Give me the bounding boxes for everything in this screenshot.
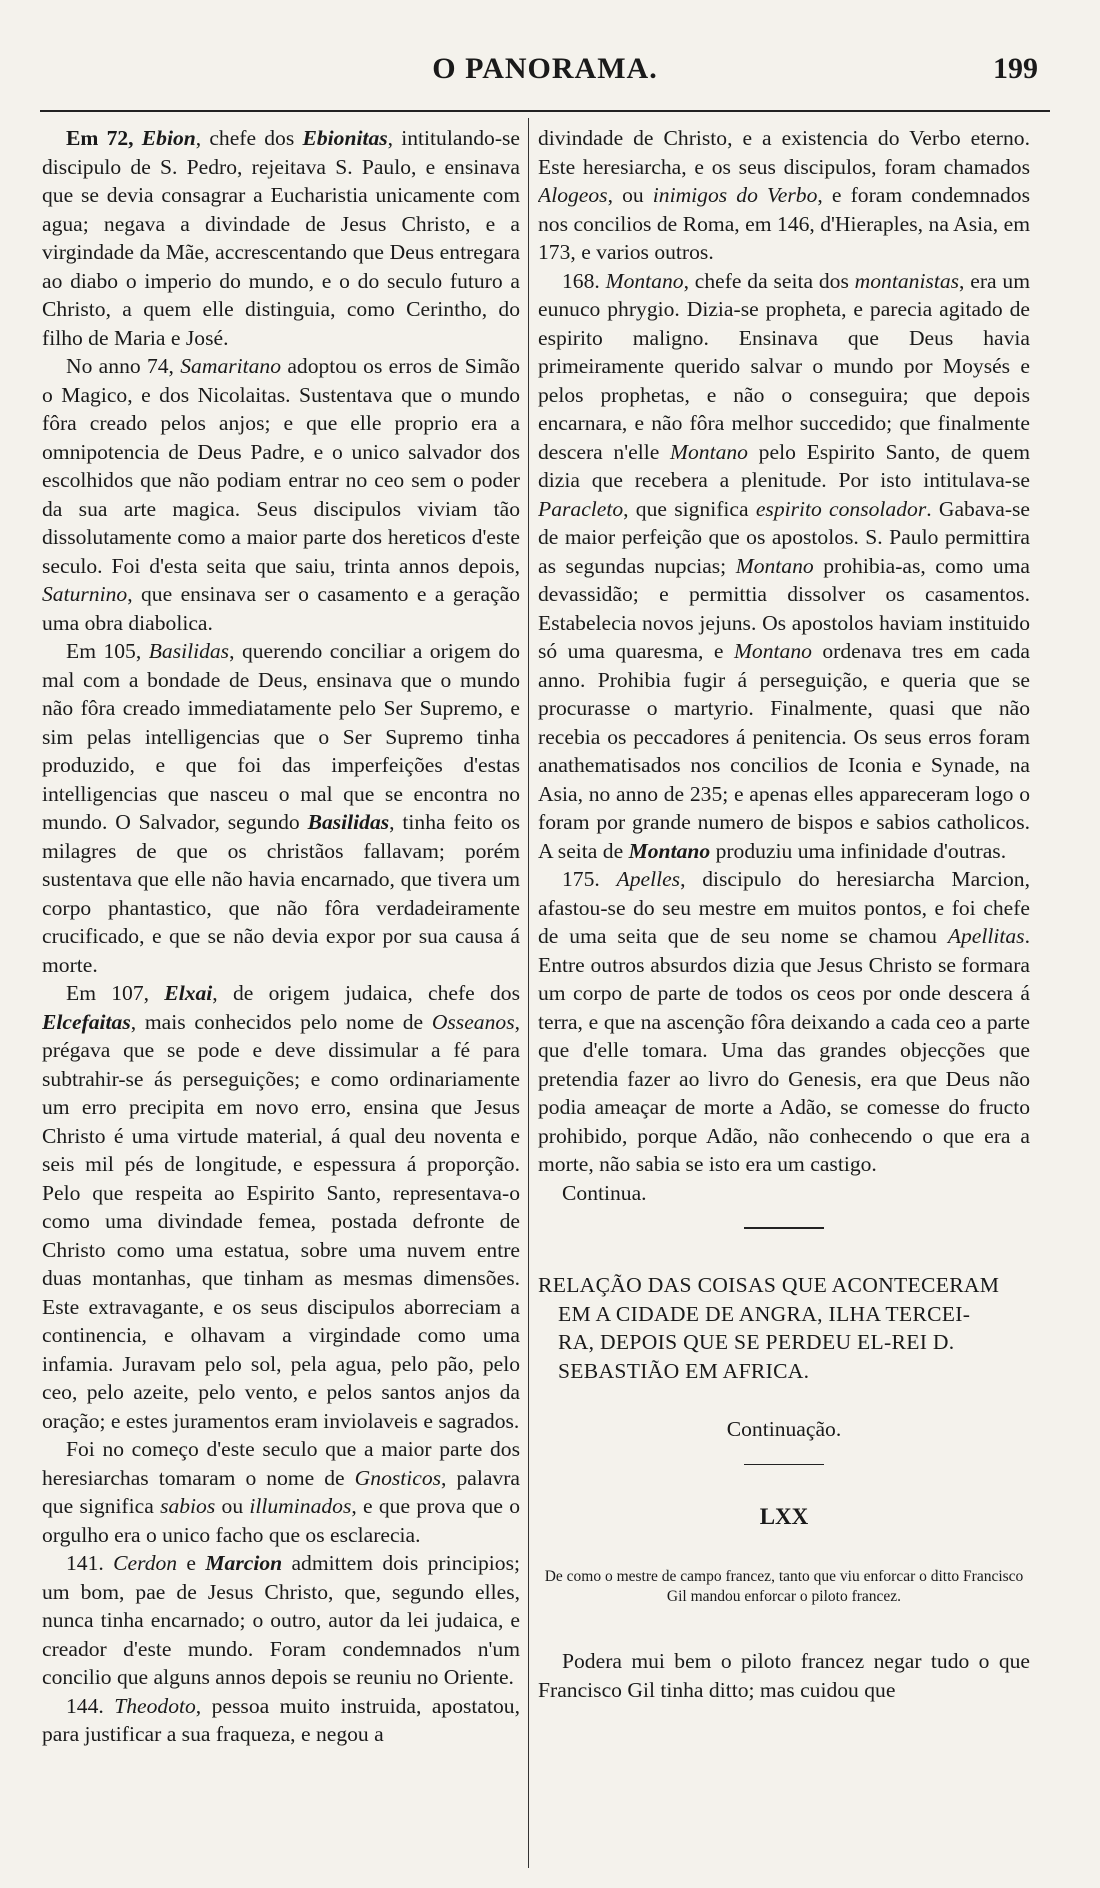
text-run: 141. bbox=[66, 1551, 114, 1575]
text-run: , pessoa muito instruida, apostatou, para justificar a sua fraqueza, e negou a bbox=[42, 1693, 520, 1746]
section-title bbox=[538, 1271, 1030, 1385]
left-column bbox=[42, 124, 520, 1864]
article-paragraph bbox=[42, 352, 520, 637]
text-run: , ou bbox=[607, 183, 653, 207]
article-paragraph bbox=[538, 865, 1030, 1179]
text-run: adoptou os erros de Simão o Magico, e dos Nicolaitas. Sustentava que o mundo fôra creado pelos anjos; e que elle proprio era a omnipotencia de Deus Padre, e o unico salvador dos escolhidos que não podiam entrar no ceo sem o poder da sua arte magica. Seus discipulos viviam tão dissolutamente como a maior parte dos hereticos d'este seculo. Foi d'esta seita que saiu, trinta annos depois, bbox=[42, 354, 520, 578]
emphasized-text: Gnosticos bbox=[354, 1465, 442, 1490]
emphasized-text: Ebion bbox=[141, 126, 196, 150]
emphasized-text: Montano bbox=[733, 639, 812, 663]
right-column bbox=[538, 124, 1030, 1864]
article-paragraph bbox=[42, 1549, 520, 1692]
text-run: , e que prova que o orgulho era o unico facho que os esclarecia. bbox=[42, 1494, 520, 1547]
section-separator bbox=[744, 1227, 824, 1229]
emphasized-text: Basilidas bbox=[148, 639, 230, 663]
article-paragraph bbox=[538, 267, 1030, 866]
column-divider bbox=[528, 118, 529, 1868]
text-run: Em 107, bbox=[66, 981, 165, 1005]
article-paragraph bbox=[42, 979, 520, 1435]
text-run: , discipulo do heresiarcha Marcion, afastou-se do seu mestre em muitos pontos, e foi chefe de uma seita que de seu nome se chamou bbox=[538, 867, 1030, 948]
text-run: ordenava tres em cada anno. Prohibia fugir á perseguição, e queria que se procurasse o martyrio. Finalmente, quasi que não recebia os peccadores á penitencia. Os seus erros foram anathematisados nos concilios de Iconia e Synade, na Asia, no anno de 235; e apenas elles appareceram logo o foram por grande numero de bispos e sabios catholicos. A seita de bbox=[538, 639, 1030, 863]
emphasized-text: Elcefaitas bbox=[42, 1009, 131, 1034]
page-number: 199 bbox=[993, 52, 1038, 85]
text-run: , intitulando-se discipulo de S. Pedro, rejeitava S. Paulo, e ensinava que se devia consagrar a Eucharistia unicamente com agua; negava a divindade de Jesus Christo, e a virgindade da Mãe, accrescentando que Deus entregara ao diabo o imperio do mundo, e o do seculo futuro a Christo, a quem elle distinguia, como Cerintho, do filho de Maria e José. bbox=[42, 126, 520, 350]
emphasized-text: Theodoto bbox=[114, 1693, 196, 1718]
text-run: , chefe dos bbox=[195, 126, 303, 150]
emphasized-text: Montano bbox=[628, 838, 711, 863]
article-paragraph bbox=[42, 1435, 520, 1549]
emphasized-text: Cerdon bbox=[113, 1551, 178, 1575]
continuation-label: Continuação. bbox=[726, 1417, 842, 1441]
section-title-line: EM A CIDADE DE ANGRA, ILHA TERCEI- bbox=[558, 1301, 971, 1326]
text-run: No anno 74, bbox=[66, 354, 181, 378]
article-paragraph bbox=[42, 1692, 520, 1749]
article-paragraph bbox=[42, 637, 520, 979]
text-run: , que significa bbox=[623, 496, 756, 521]
chapter-summary: De como o mestre de campo francez, tanto que viu enforcar o ditto Francisco Gil mandou enforcar o piloto francez. bbox=[544, 1568, 1024, 1605]
emphasized-text: Alogeos bbox=[538, 183, 608, 207]
section-title-line: SEBASTIÃO EM AFRICA. bbox=[558, 1358, 810, 1383]
emphasized-text: Em 72, bbox=[66, 126, 142, 150]
page-header bbox=[40, 52, 1050, 92]
text-run: e bbox=[177, 1551, 206, 1575]
emphasized-text: Osseanos bbox=[431, 1009, 515, 1034]
text-run: pelo Espirito Santo, de quem dizia que recebera a plenitude. Por isto intitulava-se bbox=[538, 439, 1030, 492]
emphasized-text: Apelles bbox=[616, 867, 681, 891]
text-run: , de origem judaica, chefe dos bbox=[212, 981, 520, 1005]
text-run: , prégava que se pode e deve dissimular a fé para subtrahir-se ás perseguições; e como ordinariamente um erro precipita em novo erro, ensina que Jesus Christo é uma virtude material, á qual deu noventa e seis mil pés de longitude, e espessura á proporção. Pelo que respeita ao Espirito Santo, representava-o como uma divindade femea, postada defronte de Christo como uma estatua, sobre uma nuvem entre duas montanhas, que tinham as mesmas dimensões. Este extravagante, e os seus discipulos aborreciam a continencia, e olhavam a virgindade como uma infamia. Juravam pelo sol, pela agua, pelo pão, pelo ceo, pelo azeite, pelo vento, e pelos santos anjos da oração; e estes juramentos eram inviolaveis e sagrados. bbox=[42, 1009, 520, 1433]
text-run: , mais conhecidos pelo nome de bbox=[130, 1009, 432, 1034]
text-run: ou bbox=[215, 1494, 250, 1518]
continua-label: Continua. bbox=[562, 1180, 647, 1205]
text-run: . Entre outros absurdos dizia que Jesus Christo se formara um corpo de parte de todos os ceos por onde descera á terra, e que na ascenção fôra deixando a cada ceo a parte que d'elle tomara. Uma das grandes objecções que pretendia fazer ao livro do Genesis, era que Deus não podia ameaçar de morte a Adão, se comesse do fructo prohibido, porque Adão, não conhecendo o que era a morte, não sabia se isto era um castigo. bbox=[538, 924, 1030, 1176]
text-run: produziu uma infinidade d'outras. bbox=[710, 838, 1007, 863]
emphasized-text: inimigos do Verbo bbox=[652, 183, 818, 207]
emphasized-text: Samaritano bbox=[180, 354, 282, 378]
text-run: , que ensinava ser o casamento e a geração uma obra diabolica. bbox=[42, 582, 520, 635]
emphasized-text: Marcion bbox=[205, 1551, 283, 1575]
emphasized-text: montanistas bbox=[854, 268, 960, 293]
text-run: . Gabava-se de maior perfeição que os apostolos. S. Paulo permittira as segundas nupcias; bbox=[538, 496, 1030, 578]
text-run: 144. bbox=[66, 1693, 115, 1718]
text-run: divindade de Christo, e a existencia do Verbo eterno. Este heresiarcha, e os seus discipulos, foram chamados bbox=[538, 126, 1030, 179]
text-run: , querendo conciliar a origem do mal com a bondade de Deus, ensinava que o mundo não fôra creado immediatamente pelo Ser Supremo, e sim pelas intelligencias que o Ser Supremo tinha produzido, e que foi das imperfeições d'estas intelligencias que nasceu o mal que se encontra no mundo. O Salvador, segundo bbox=[42, 639, 520, 834]
emphasized-text: Basilidas bbox=[307, 810, 390, 834]
emphasized-text: espirito consolador bbox=[755, 496, 927, 521]
text-run: admittem dois principios; um bom, pae de Jesus Christo, que, segundo elles, nunca tinha encarnado; o outro, autor da lei judaica, e creador d'este mundo. Foram condemnados n'um concilio que alguns annos depois se reuniu no Oriente. bbox=[42, 1551, 520, 1689]
text-run: , chefe da seita dos bbox=[683, 268, 855, 293]
text-run: 175. bbox=[562, 867, 617, 891]
text-run: , palavra que significa bbox=[42, 1465, 520, 1518]
text-run: , era um eunuco phrygio. Dizia-se propheta, e parecia agitado de espirito maligno. Ensinava que Deus havia primeiramente querido salvar o mundo por Moysés e pelos prophetas, e não o conseguira; que depois encarnara, e não fôra melhor succedido; que finalmente descera n'elle bbox=[538, 268, 1030, 464]
text-run: Foi no começo d'este seculo que a maior parte dos heresiarchas tomaram o nome de bbox=[42, 1437, 520, 1490]
right-column-paragraphs bbox=[538, 124, 1030, 1179]
emphasized-text: Montano bbox=[735, 553, 814, 578]
section-title-line: RA, DEPOIS QUE SE PERDEU EL-REI D. bbox=[558, 1330, 955, 1354]
emphasized-text: sabios bbox=[160, 1494, 216, 1518]
article-paragraph bbox=[538, 124, 1030, 267]
emphasized-text: Montano bbox=[605, 268, 684, 293]
article-paragraph bbox=[42, 124, 520, 352]
text-run: , e foram condemnados nos concilios de Roma, em 146, d'Hieraples, na Asia, em 173, e varios outros. bbox=[538, 183, 1030, 264]
continuation-rule bbox=[744, 1464, 824, 1465]
emphasized-text: Saturnino bbox=[42, 582, 128, 606]
section-title-line: RELAÇÃO DAS COISAS QUE ACONTECERAM bbox=[538, 1273, 1000, 1297]
chapter-number: LXX bbox=[759, 1503, 809, 1529]
text-run: Em 105, bbox=[66, 639, 149, 663]
journal-title: O PANORAMA. bbox=[432, 52, 658, 85]
emphasized-text: Elxai bbox=[164, 981, 213, 1005]
text-run: , tinha feito os milagres de que os christãos fallavam; porém sustentava que elle não havia encarnado, que tivera um corpo phantastico, que não fôra verdadeiramente crucificado, e que se não devia expor por sua causa á morte. bbox=[42, 810, 520, 977]
emphasized-text: illuminados bbox=[249, 1494, 352, 1518]
emphasized-text: Ebionitas bbox=[302, 126, 388, 150]
text-run: prohibia-as, como uma devassidão; e permittia dissolver os casamentos. Estabelecia novos jejuns. Os apostolos haviam instituido só uma quaresma, e bbox=[538, 553, 1030, 663]
emphasized-text: Paracleto bbox=[538, 496, 624, 521]
emphasized-text: Montano bbox=[670, 439, 748, 464]
header-rule bbox=[40, 110, 1050, 112]
chapter-body-paragraph: Podera mui bem o piloto francez negar tudo o que Francisco Gil tinha ditto; mas cuidou que bbox=[538, 1649, 1030, 1702]
emphasized-text: Apellitas bbox=[947, 924, 1025, 948]
text-run: 168. bbox=[562, 268, 606, 293]
